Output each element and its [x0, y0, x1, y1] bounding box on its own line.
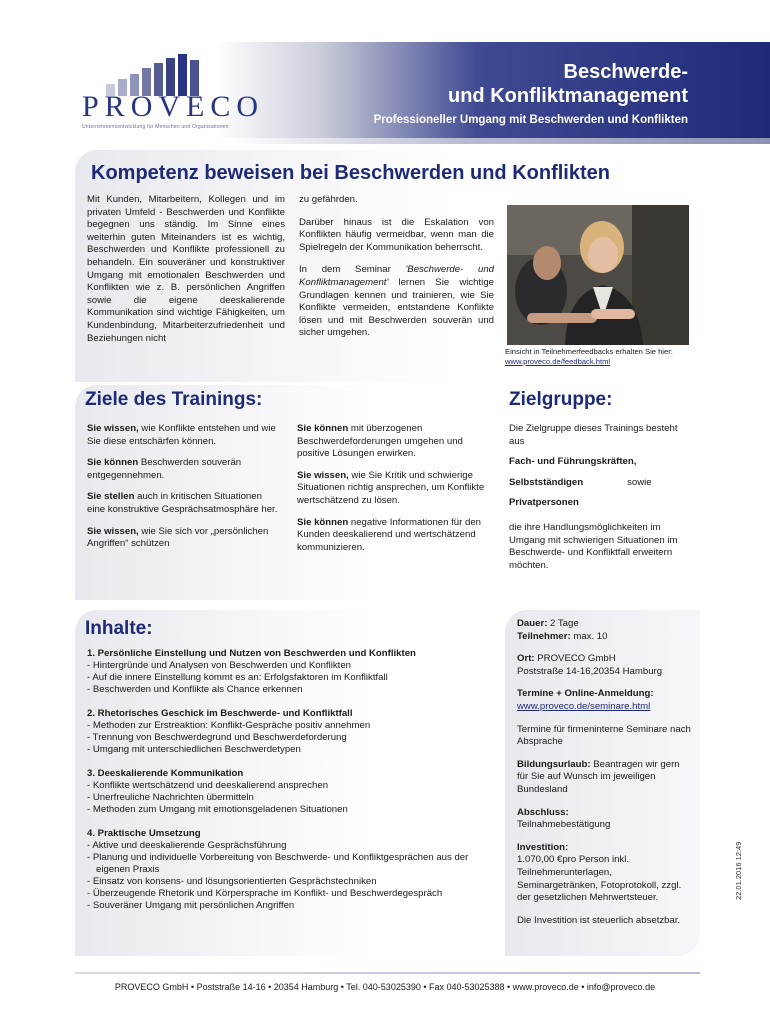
abschluss-value: Teilnahmebestätigung	[517, 819, 611, 831]
teilnehmer-value: max. 10	[570, 630, 608, 642]
ziele-heading: Ziele des Trainings:	[85, 389, 263, 410]
zielgruppe-connector: sowie	[627, 476, 652, 488]
logo-name: PROVECO	[82, 90, 265, 123]
ziel-text: negative Informationen für den Kunden deeskalierend und wertschätzend kommunizieren.	[297, 516, 481, 553]
topic-item: - Überzeugende Rhetorik und Körpersprache im Konflikt- und Beschwerdegespräch	[87, 888, 443, 899]
steuer-note: Die Investition ist steuerlich absetzbar.	[517, 914, 681, 926]
ziel-lead: Sie können	[297, 423, 349, 434]
ziel-item	[87, 457, 279, 482]
kompetenz-heading: Kompetenz beweisen bei Beschwerden und Konflikten	[91, 162, 610, 184]
topic-item: - Beschwerden und Konflikte als Chance erkennen	[87, 684, 303, 695]
topic-item: - Planung und individuelle Vorbereitung von Beschwerde- und Konfliktgesprächen aus der eigenen Praxis	[87, 852, 469, 875]
ziel-item	[87, 491, 279, 516]
footer-contact: PROVECO GmbH • Poststraße 14-16 • 20354 Hamburg • Tel. 040-53025390 • Fax 040-53025388 • www.proveco.de • info@proveco.de	[114, 982, 656, 992]
ziel-text: wie Sie Kritik und schwierige Situationen richtig ansprechen, um Konflikte wertschätzend zu lösen.	[297, 469, 485, 506]
topic-2	[87, 708, 497, 756]
firmenintern-note: Termine für firmeninterne Seminare nach Absprache	[517, 723, 691, 748]
inhalte-section	[75, 610, 502, 956]
ziel-lead: Sie stellen	[87, 491, 135, 503]
logo-tagline: Unternehmensentwicklung für Menschen und Organisationen	[82, 124, 229, 130]
abschluss-label: Abschluss:	[517, 806, 569, 818]
inhalte-heading: Inhalte:	[85, 618, 153, 639]
seminar-photo	[507, 205, 689, 345]
ziel-text: auch in kritischen Situationen eine konstruktive Gesprächsatmosphäre her.	[87, 491, 278, 515]
seminar-intro: In dem Seminar	[299, 264, 406, 276]
ziel-lead: Sie wissen,	[297, 469, 349, 481]
ziel-lead: Sie wissen,	[87, 423, 139, 434]
investition-label: Investition:	[517, 841, 569, 853]
ort-address: Poststraße 14-16,20354 Hamburg	[517, 665, 663, 677]
ort-value: PROVECO GmbH	[534, 653, 616, 665]
teilnehmer-row	[517, 631, 693, 644]
zielgruppe-body	[509, 423, 695, 580]
topic-title: 4. Praktische Umsetzung	[87, 828, 201, 839]
kompetenz-section	[75, 150, 697, 382]
kompetenz-column-1	[87, 194, 285, 345]
footer-divider	[75, 972, 700, 974]
ziel-lead: Sie wissen,	[87, 525, 139, 537]
bildungsurlaub-row	[517, 759, 693, 797]
zielgruppe-section	[505, 385, 700, 600]
proveco-logo	[82, 50, 265, 130]
topic-3	[87, 768, 497, 816]
dauer-label: Dauer:	[517, 618, 548, 629]
ziel-lead: Sie können	[87, 457, 139, 469]
topic-item: - Umgang mit unterschiedlichen Beschwerdetypen	[87, 744, 301, 755]
ort-label: Ort:	[517, 653, 535, 665]
topic-1	[87, 648, 497, 696]
topic-item: - Aktive und deeskalierende Gesprächsführung	[87, 840, 287, 851]
kompetenz-text-1: Mit Kunden, Mitarbeitern, Kollegen und im privaten Umfeld - Beschwerden und Konflikte begegnen uns ständig. Im Sinne eines weiterhin guten Miteinanders ist es wichtig, Beschwerden und Konflikte professionell zu behandeln. Ein souveräner und konstruktiver Umgang mit emotionalen Beschwerden und Konflikten wie z. B. persönlichen Angriffen sowie die eigene deeskalierende Kommunikation sind wichtige Fähigkeiten, um Kundenbindung, Mitarbeiterzufriedenheit und Beziehungen nicht	[87, 194, 285, 344]
title-line-2: und Konfliktmanagement	[447, 85, 688, 107]
ziel-item	[297, 517, 493, 555]
topic-item: - Hintergründe und Analysen von Beschwerden und Konflikten	[87, 660, 351, 671]
info-box	[505, 610, 700, 956]
ziele-column-2	[297, 423, 493, 563]
print-timestamp: 22.01.2016 12:49	[734, 841, 743, 900]
topic-item: - Konflikte wertschätzend und deeskalierend ansprechen	[87, 780, 329, 791]
topic-item: - Methoden zur Erstreaktion: Konflikt-Gespräche positiv annehmen	[87, 720, 371, 731]
page-title	[448, 60, 688, 108]
bildungsurlaub-value: Beantragen wir gern für Sie auf Wunsch im jeweiligen Bundesland	[517, 758, 680, 795]
kompetenz-text-2: zu gefährden.	[299, 194, 358, 205]
zielgruppe-heading: Zielgruppe:	[509, 389, 613, 410]
topic-item: - Souveräner Umgang mit persönlichen Angriffen	[87, 900, 295, 911]
ziel-text: mit überzogenen Beschwerdeforderungen umgehen und positive Lösungen erwirken.	[297, 423, 463, 460]
ziel-text: wie Konflikte entstehen und wie Sie diese entschärfen können.	[87, 423, 276, 447]
topic-4	[87, 828, 497, 912]
ziel-item	[87, 423, 279, 448]
topic-title: 2. Rhetorisches Geschick im Beschwerde- und Konfliktfall	[87, 708, 353, 719]
zielgruppe-group-2: Selbstständigen	[509, 476, 584, 488]
termine-label: Termine + Online-Anmeldung:	[517, 688, 654, 700]
topic-item: - Unerfreuliche Nachrichten übermitteln	[87, 792, 254, 803]
ziele-column-1	[87, 423, 279, 560]
dauer-row	[517, 618, 693, 631]
bildungsurlaub-label: Bildungsurlaub:	[517, 758, 591, 770]
feedback-caption: Einsicht in Teilnehmerfeedbacks erhalten Sie hier:	[505, 347, 673, 356]
photo-caption	[505, 347, 695, 367]
dauer-value: 2 Tage	[547, 618, 579, 629]
topic-item: - Auf die innere Einstellung kommt es an: Erfolgsfaktoren im Konfliktfall	[87, 672, 388, 683]
termine-link[interactable]: www.proveco.de/seminare.html	[517, 700, 651, 712]
topic-title: 3. Deeskalierende Kommunikation	[87, 768, 244, 779]
ziel-lead: Sie können	[297, 516, 349, 528]
title-line-1: Beschwerde-	[563, 61, 688, 83]
seminar-description: lernen Sie wichtige Grundlagen kennen und trainieren, wie Sie Konflikte vermeiden, entstandene Konflikte lösen und mit Beschwerden souverän und sicher umgehen.	[299, 276, 494, 339]
topic-title: 1. Persönliche Einstellung und Nutzen von Beschwerden und Konflikten	[87, 648, 416, 659]
ziele-section	[75, 385, 502, 600]
kompetenz-text-3: Darüber hinaus ist die Eskalation von Konflikten häufig vermeidbar, wenn man die Spielregeln der Kommunikation beherrscht.	[299, 216, 494, 253]
ziel-text: Beschwerden souverän entgegennehmen.	[87, 457, 242, 481]
topic-item: - Einsatz von konsens- und lösungsorientierten Gesprächstechniken	[87, 876, 377, 887]
zielgruppe-intro: Die Zielgruppe dieses Trainings besteht aus	[509, 423, 678, 447]
page-subtitle: Professioneller Umgang mit Beschwerden und Konflikten	[373, 114, 688, 126]
ziel-item	[297, 470, 493, 508]
investition-value: 1.070,00 €pro Person inkl. Teilnehmerunterlagen, Seminargetränken, Fotoprotokoll, zzgl. der gesetzlichen Mehrwertsteuer.	[517, 854, 682, 904]
topic-item: - Trennung von Beschwerdegrund und Beschwerdeforderung	[87, 732, 347, 743]
ziel-text: wie Sie sich vor „persönlichen Angriffen“ schützen	[87, 525, 269, 550]
zielgruppe-outro: die ihre Handlungsmöglichkeiten im Umgang mit schwierigen Situationen im Beschwerde- und Konfliktfall erweitern möchten.	[509, 521, 678, 571]
inhalte-list	[87, 648, 497, 924]
topic-item: - Methoden zum Umgang mit emotionsgeladenen Situationen	[87, 804, 348, 815]
info-content	[517, 618, 693, 927]
zielgruppe-group-2-row	[509, 477, 695, 490]
kompetenz-text-4	[299, 264, 494, 340]
seminar-title: 'Beschwerde- und Konfliktmanagement'	[299, 264, 494, 288]
zielgruppe-group-3: Privatpersonen	[509, 497, 579, 509]
zielgruppe-group-1: Fach- und Führungskräften,	[509, 456, 637, 468]
feedback-link[interactable]: www.proveco.de/feedback.html	[505, 357, 611, 366]
seminar-photo-illustration	[507, 205, 689, 345]
teilnehmer-label: Teilnehmer:	[517, 630, 571, 642]
ziel-item	[87, 526, 279, 551]
ort-row	[517, 653, 693, 666]
kompetenz-column-2	[299, 194, 494, 340]
ziel-item	[297, 423, 493, 461]
